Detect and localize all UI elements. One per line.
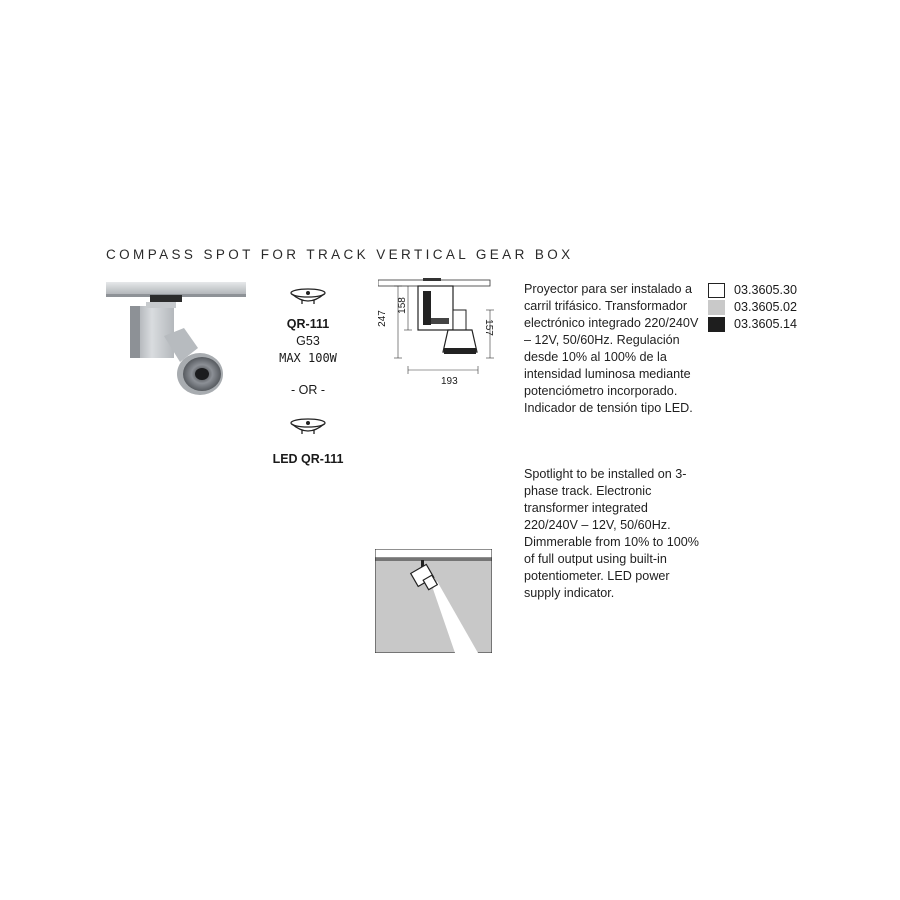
halogen-lamp-icon	[288, 286, 328, 306]
description-english-text: Spotlight to be installed on 3-phase track. Electronic transformer integrated 220/240V – 12V, 50/60Hz. Dimmerable from 10% to 100% of full output using built-in potentiometer. LED power supply indicator.	[524, 467, 699, 600]
color-code-grey	[708, 299, 797, 315]
color-code-white	[708, 282, 797, 298]
black-swatch	[708, 317, 725, 332]
white-swatch	[708, 283, 725, 298]
grey-swatch	[708, 300, 725, 315]
lamp-power: MAX 100W	[279, 351, 337, 365]
or-separator: - OR -	[290, 383, 326, 397]
product-photo	[106, 278, 246, 398]
description-spanish-text: Proyector para ser instalado a carril trifásico. Transformador electrónico integrado 220/240V – 12V, 50/60Hz. Regulación desde 10% al 100% de la intensidad luminosa mediante potenciómetro incorporado. Indicador de tensión tipo LED.	[524, 282, 699, 415]
dim-head-height: 157	[482, 319, 494, 336]
led-lamp-icon	[288, 416, 328, 436]
color-code: 03.3605.14	[734, 317, 798, 331]
description-spanish	[524, 281, 704, 417]
lamp-socket: G53	[296, 334, 320, 348]
color-code-black	[708, 316, 797, 332]
led-lamp-name: LED QR-111	[272, 452, 344, 466]
description-english	[524, 466, 704, 602]
dim-total-height: 247	[376, 310, 388, 327]
dim-box-height: 158	[396, 297, 408, 314]
beam-illustration	[375, 549, 492, 653]
dim-width: 193	[441, 376, 458, 387]
color-code: 03.3605.30	[734, 283, 798, 297]
lamp-name: QR-111	[286, 317, 330, 331]
page-title: COMPASS SPOT FOR TRACK VERTICAL GEAR BOX	[106, 247, 574, 262]
color-code: 03.3605.02	[734, 300, 798, 314]
